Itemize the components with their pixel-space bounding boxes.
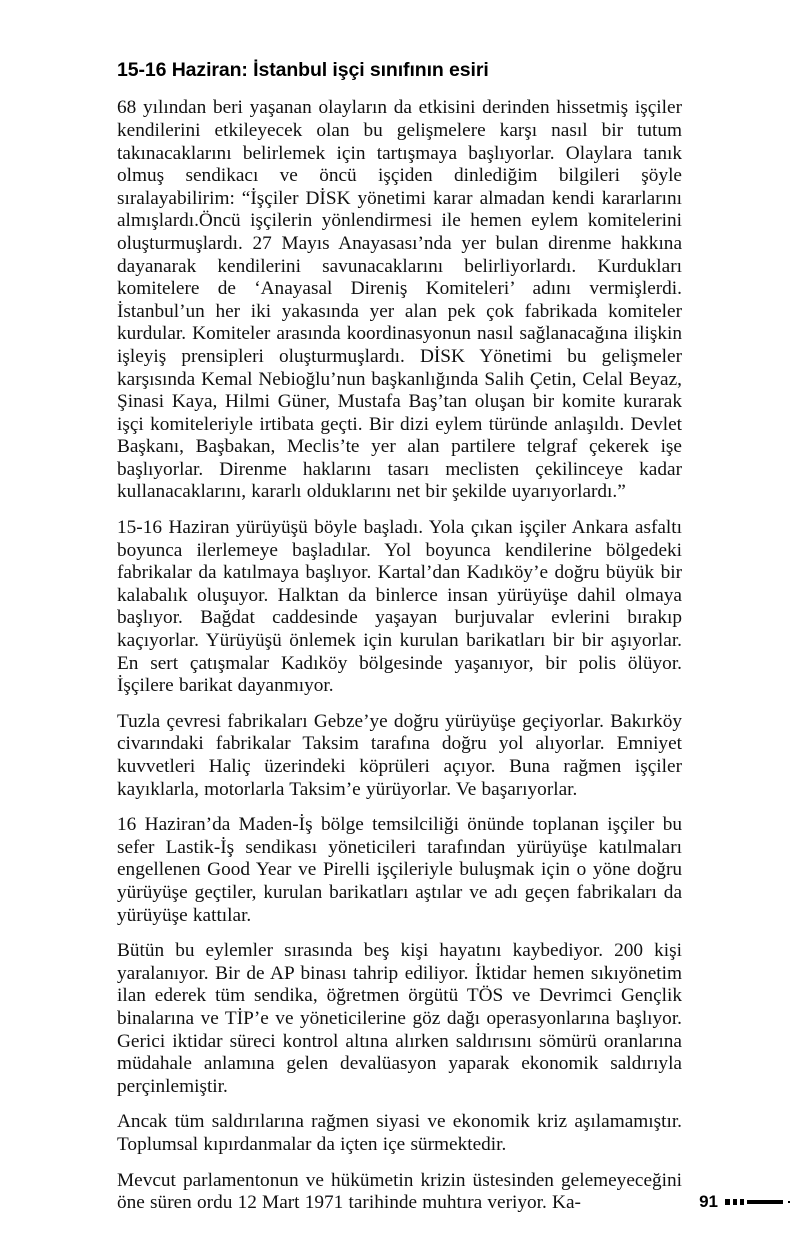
ornament-dot <box>788 1201 790 1203</box>
body-paragraph: Bütün bu eylemler sırasında beş kişi hayatını kaybediyor. 200 kişi yaralanıyor. Bir de AP binası tahrip ediliyor. İktidar hemen sıkıyönetim ilan ederek tüm sendika, öğretmen örgütü TÖS ve Devrimci Gençlik binalarına ve TİP’e ve yöneticilerine göz dağı operasyonlarına başlıyor. Gerici iktidar süreci kontrol altına alırken saldırısını sömürü oranlarına müdahale anlamına gelen devalüasyon yaparak ekonomik saldırıyla perçinlemiştir. <box>117 940 682 1097</box>
ornament-square <box>740 1199 744 1205</box>
footer-ornament-icon <box>725 1198 790 1206</box>
body-paragraph: 68 yılından beri yaşanan olayların da etkisini derinden hissetmiş işçiler kendilerini etkileyecek olan bu gelişmelere karşı nasıl bir tutum takınacaklarını belirlemek için tartışmaya başlıyorlar. Olaylara tanık olmuş sendikacı ve öncü işçiden dinlediğim bilgileri şöyle sıralayabilirim: “İşçiler DİSK yönetimi karar almadan kendi kararlarını almışlardı.Öncü işçilerin yönlendirmesi ile hemen eylem komitelerini oluşturmuşlardı. 27 Mayıs Anayasası’nda yer bulan direnme hakkına dayanarak kendilerini savunacaklarını belirliyorlardı. Kurdukları komitelere de ‘Anayasal Direniş Komiteleri’ adını vermişlerdi. İstanbul’un her iki yakasında yer alan pek çok fabrikada komiteler kurdular. Komiteler arasında koordinasyonun nasıl sağlanacağına ilişkin işleyiş prensipleri oluşturmuşlardı. DİSK Yönetimi bu gelişmeler karşısında Kemal Nebioğlu’nun başkanlığında Salih Çetin, Celal Beyaz, Şinasi Kaya, Hilmi Güner, Mustafa Baş’tan oluşan bir komite kurarak işçi komiteleriyle irtibata geçti. Bir dizi eylem türünde anlaşıldı. Devlet Başkanı, Başbakan, Meclis’te yer alan partilere telgraf çekerek işe başlıyorlar. Direnme haklarını tasarı meclisten çekilinceye kadar kullanacaklarını, kararlı olduklarını net bir şekilde uyarıyorlardı.” <box>117 97 682 503</box>
page-content <box>117 58 682 1215</box>
ornament-square <box>733 1199 737 1205</box>
body-paragraph: 15-16 Haziran yürüyüşü böyle başladı. Yola çıkan işçiler Ankara asfaltı boyunca ilerlemeye başladılar. Yol boyunca kendilerine bölgedeki fabrikalar da katılmaya başlıyor. Kartal’dan Kadıköy’e doğru büyük bir kalabalık oluşuyor. Halktan da binlerce insan yürüyüşe dahil olmaya başlıyor. Bağdat caddesinde yaşayan burjuvalar evlerini bırakıp kaçıyorlar. Yürüyüşü önlemek için kurulan barikatları bir bir aşıyorlar. En sert çatışmalar Kadıköy bölgesinde yaşanıyor, bir polis ölüyor. İşçilere barikat dayanmıyor. <box>117 517 682 697</box>
body-paragraph: 16 Haziran’da Maden-İş bölge temsilciliği önünde toplanan işçiler bu sefer Lastik-İş sendikası yöneticileri tarafından yürüyüşe katılmaları engellenen Good Year ve Pirelli işçileriyle buluşmak için o yöne doğru yürüyüşe geçtiler, kurulan barikatları aştılar ve adı geçen fabrikaları da yürüyüşe kattılar. <box>117 814 682 926</box>
page-title: 15-16 Haziran: İstanbul işçi sınıfının esiri <box>117 59 489 81</box>
page-number: 91 <box>699 1192 718 1211</box>
page-footer <box>699 1193 790 1210</box>
body-paragraph: Mevcut parlamentonun ve hükümetin krizin üstesinden gelemeyeceğini öne süren ordu 12 Mart 1971 tarihinde muhtıra veriyor. Ka- <box>117 1169 682 1214</box>
ornament-bar <box>747 1200 783 1204</box>
body-paragraph: Tuzla çevresi fabrikaları Gebze’ye doğru yürüyüşe geçiyorlar. Bakırköy civarındaki fabrikalar Taksim tarafına doğru yol alıyorlar. Emniyet kuvvetleri Haliç üzerindeki köprüleri açıyor. Buna rağmen işçiler kayıklarla, motorlarla Taksim’e yürüyorlar. Ve başarıyorlar. <box>117 710 682 800</box>
ornament-square <box>725 1199 730 1205</box>
body-paragraph: Ancak tüm saldırılarına rağmen siyasi ve ekonomik kriz aşılamamıştır. Toplumsal kıpırdanmalar da içten içe sürmektedir. <box>117 1111 682 1155</box>
